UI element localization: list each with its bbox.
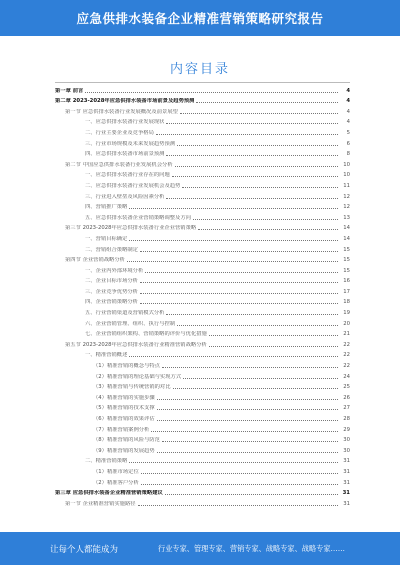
toc-chapter-row[interactable]: [55, 83, 350, 94]
toc-page-number: 4: [346, 108, 350, 115]
toc-page-number: 10: [343, 161, 350, 168]
toc-entry-title: 第一节 应急供排水装备行业发展概况及前景展望: [65, 108, 178, 115]
report-title: 应急供排水装备企业精准营销策略研究报告: [76, 11, 324, 26]
toc-dot-leader: [157, 420, 338, 421]
toc-entry-row[interactable]: [55, 231, 350, 242]
toc-entry-row[interactable]: [55, 433, 350, 444]
toc-page-number: 22: [343, 363, 350, 370]
toc-entry-title: （8）精准营销的风险与防范: [93, 437, 160, 444]
toc-page-number: 15: [343, 246, 350, 253]
toc-page-number: 31: [343, 479, 350, 486]
toc-entry-title: 一、应急供排水装备行业发展现状: [85, 119, 165, 126]
toc-page-number: 5: [346, 129, 350, 136]
toc-page-number: 21: [343, 331, 350, 338]
toc-entry-row[interactable]: [55, 147, 350, 158]
toc-entry-title: 四、应急供排水装备市场前景预测: [85, 151, 165, 158]
toc-entry-row[interactable]: [55, 253, 350, 264]
toc-entry-title: （1）精准营销的概念与特点: [93, 363, 160, 370]
toc-dot-leader: [157, 452, 338, 453]
report-header: [0, 0, 400, 36]
toc-entry-row[interactable]: [55, 115, 350, 126]
toc-page-number: 19: [343, 310, 350, 317]
toc-entry-title: （2）精准客户分析: [93, 479, 139, 486]
toc-entry-title: （5）精准营销的技术支撑: [93, 405, 155, 412]
toc-entry-row[interactable]: [55, 475, 350, 486]
toc-entry-row[interactable]: [55, 454, 350, 465]
toc-page-number: 29: [343, 426, 350, 433]
toc-dot-leader: [198, 229, 338, 230]
toc-entry-title: 七、企业营销组织架构、营销策略的评价与优化措施: [85, 331, 207, 338]
toc-dot-leader: [129, 462, 338, 463]
toc-dot-leader: [85, 92, 338, 93]
toc-entry-row[interactable]: [55, 411, 350, 422]
toc-entry-title: （9）精准营销的发展趋势: [93, 447, 155, 454]
toc-dot-leader: [209, 346, 338, 347]
toc-entry-row[interactable]: [55, 189, 350, 200]
toc-entry-title: 第三节 2023-2028年应急供排水装备行业企业营销策略: [65, 225, 197, 232]
toc-page-number: 4: [346, 119, 350, 126]
toc-dot-leader: [166, 198, 338, 199]
toc-chapter-row[interactable]: [55, 486, 350, 497]
toc-page-number: 22: [343, 341, 350, 348]
toc-dot-leader: [129, 208, 338, 209]
toc-entry-row[interactable]: [55, 358, 350, 369]
toc-page-number: 24: [343, 373, 350, 380]
toc-dot-leader: [196, 102, 338, 103]
toc-entry-row[interactable]: [55, 369, 350, 380]
toc-page-number: 22: [343, 352, 350, 359]
toc-entry-title: 二、应急供排水装备行业发展机会及趋势: [85, 182, 181, 189]
toc-entry-row[interactable]: [55, 390, 350, 401]
toc-dot-leader: [157, 409, 338, 410]
toc-entry-row[interactable]: [55, 305, 350, 316]
toc-entry-row[interactable]: [55, 284, 350, 295]
toc-entry-title: 四、企业营销策略分析: [85, 299, 138, 306]
toc-entry-title: 第四节 企业营销战略分析: [65, 257, 125, 264]
toc-entry-row[interactable]: [55, 327, 350, 338]
toc-page-number: 14: [343, 235, 350, 242]
toc-entry-title: 第五节 2023-2028年应急供排水装备行业精准营销战略分析: [65, 341, 207, 348]
toc-dot-leader: [172, 176, 338, 177]
toc-page-number: 27: [343, 405, 350, 412]
toc-page-number: 16: [343, 278, 350, 285]
footer-slogan: 让每个人都能成为: [50, 544, 119, 555]
toc-entry-row[interactable]: [55, 401, 350, 412]
toc-entry-title: 第二章 2023-2028年应急供排水装备市场前景及趋势预测: [55, 98, 195, 105]
toc-entry-title: 第三章 应急供排水装备企业精准营销策略建议: [55, 490, 163, 497]
toc-entry-row[interactable]: [55, 178, 350, 189]
toc-dot-leader: [173, 388, 338, 389]
toc-dot-leader: [183, 378, 338, 379]
toc-dot-leader: [140, 251, 338, 252]
toc-entry-title: 五、行业营销渠道及营销模式分析: [85, 310, 165, 317]
toc-entry-row[interactable]: [55, 295, 350, 306]
toc-entry-title: 二、营销组合策略制定: [85, 246, 138, 253]
toc-dot-leader: [162, 367, 338, 368]
toc-page-number: 15: [343, 257, 350, 264]
toc-page-number: 8: [346, 151, 350, 158]
toc-page-number: 31: [343, 458, 350, 465]
toc-entry-title: （1）精准市场定位: [93, 468, 139, 475]
toc-entry-row[interactable]: [55, 125, 350, 136]
toc-entry-row[interactable]: [55, 168, 350, 179]
toc-entry-row[interactable]: [55, 380, 350, 391]
toc-chapter-row[interactable]: [55, 94, 350, 105]
toc-dot-leader: [175, 166, 338, 167]
table-of-contents: [55, 82, 350, 522]
toc-dot-leader: [127, 261, 338, 262]
toc-dot-leader: [140, 303, 338, 304]
toc-page-number: 4: [346, 98, 350, 105]
toc-entry-title: （2）精准营销的理论基础与实现方式: [93, 373, 182, 380]
toc-dot-leader: [177, 145, 338, 146]
toc-entry-row[interactable]: [55, 104, 350, 115]
toc-entry-title: 三、行业进入壁垒及风险因素分析: [85, 193, 165, 200]
toc-page-number: 30: [343, 447, 350, 454]
toc-entry-title: 第二节 中国应急供排水装备行业发展机会分析: [65, 161, 173, 168]
toc-page-number: 26: [343, 394, 350, 401]
toc-page-number: 14: [343, 225, 350, 232]
toc-dot-leader: [140, 282, 338, 283]
toc-entry-title: 第一节 企业精准营销实施路径: [65, 500, 136, 507]
toc-dot-leader: [182, 187, 338, 188]
toc-entry-title: （4）精准营销的实施步骤: [93, 394, 155, 401]
toc-dot-leader: [177, 325, 338, 326]
toc-entry-title: 一、企业内外部环境分析: [85, 267, 144, 274]
toc-entry-row[interactable]: [55, 422, 350, 433]
toc-entry-title: 一、应急供排水装备行业存在的问题: [85, 172, 170, 179]
toc-entry-row[interactable]: [55, 496, 350, 507]
toc-entry-title: （7）精准营销案例分析: [93, 426, 150, 433]
toc-entry-title: 二、行业主要企业及竞争格局: [85, 129, 154, 136]
toc-entry-row[interactable]: [55, 316, 350, 327]
toc-entry-title: 五、应急供排水装备企业营销策略调整及方向: [85, 214, 191, 221]
toc-entry-title: 三、企业竞争优势分析: [85, 288, 138, 295]
toc-entry-row[interactable]: [55, 348, 350, 359]
toc-page-number: 4: [346, 87, 350, 94]
toc-entry-row[interactable]: [55, 242, 350, 253]
toc-dot-leader: [209, 335, 338, 336]
toc-page-number: 30: [343, 437, 350, 444]
toc-dot-leader: [129, 356, 338, 357]
toc-page-number: 28: [343, 416, 350, 422]
toc-entry-title: 四、营销推广策略: [85, 204, 128, 211]
toc-dot-leader: [151, 431, 338, 432]
toc-entry-row[interactable]: [55, 136, 350, 147]
toc-dot-leader: [193, 219, 338, 220]
toc-dot-leader: [141, 473, 338, 474]
toc-entry-row[interactable]: [55, 263, 350, 274]
toc-entry-title: 三、行业市场规模及未来发展趋势预测: [85, 140, 176, 147]
toc-page-number: 15: [343, 267, 350, 274]
toc-entry-title: 六、企业营销管理、组织、执行与控制: [85, 320, 176, 327]
toc-dot-leader: [162, 441, 338, 442]
toc-entry-title: 二、企业目标市场分析: [85, 278, 138, 285]
toc-entry-row[interactable]: [55, 221, 350, 232]
toc-entry-row[interactable]: [55, 210, 350, 221]
toc-dot-leader: [157, 399, 338, 400]
report-footer: [0, 532, 400, 565]
toc-dot-leader: [129, 240, 338, 241]
toc-page-number: 31: [343, 500, 350, 507]
toc-entry-title: 一、营销目标确定: [85, 235, 128, 242]
toc-dot-leader: [138, 505, 338, 506]
toc-heading: 内容目录: [169, 62, 230, 77]
footer-tagline: 行业专家、管理专家、营销专家、战略专家、战略专家……: [158, 543, 345, 553]
toc-page-number: 20: [343, 320, 350, 327]
toc-entry-row[interactable]: [55, 157, 350, 168]
toc-page-number: 11: [343, 182, 350, 189]
toc-page-number: 12: [343, 204, 350, 211]
toc-entry-row[interactable]: [55, 200, 350, 211]
toc-entry-title: 第一章 前言: [55, 87, 84, 94]
toc-dot-leader: [141, 484, 338, 485]
toc-page-number: 10: [343, 172, 350, 179]
toc-dot-leader: [166, 155, 338, 156]
toc-dot-leader: [180, 113, 338, 114]
toc-entry-row[interactable]: [55, 274, 350, 285]
toc-dot-leader: [156, 134, 338, 135]
toc-entry-title: 一、精准营销概述: [85, 352, 128, 359]
toc-dot-leader: [145, 272, 338, 273]
toc-dot-leader: [166, 123, 338, 124]
toc-dot-leader: [140, 293, 338, 294]
toc-entry-row[interactable]: [55, 337, 350, 348]
toc-entry-title: （6）精准营销的效果评估: [93, 416, 155, 422]
toc-entry-title: 二、精准营销策略: [85, 458, 128, 465]
toc-page-number: 17: [343, 288, 350, 295]
toc-entry-row[interactable]: [55, 443, 350, 454]
toc-entry-title: （3）精准营销与传统营销的对比: [93, 384, 171, 391]
toc-page-number: 13: [343, 214, 350, 221]
toc-dot-leader: [166, 314, 338, 315]
toc-page-number: 12: [343, 193, 350, 200]
toc-page-number: 6: [346, 140, 350, 147]
toc-dot-leader: [165, 494, 338, 495]
toc-page-number: 31: [343, 468, 350, 475]
toc-entry-row[interactable]: [55, 464, 350, 475]
toc-page-number: 25: [343, 384, 350, 391]
toc-page-number: 18: [343, 299, 350, 306]
toc-page-number: 31: [342, 490, 350, 497]
